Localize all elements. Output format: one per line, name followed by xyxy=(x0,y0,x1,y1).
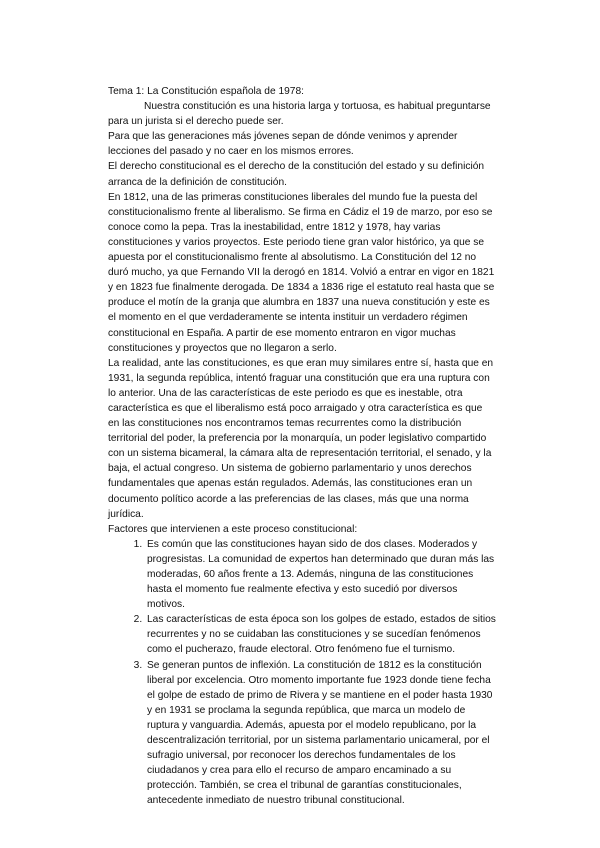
paragraph-1812: En 1812, una de las primeras constituciones liberales del mundo fue la puesta del constitucionalismo frente al liberalismo. Se firma en Cádiz el 19 de marzo, por eso se conoce como la pepa. Tras la inestabilidad, entre 1812 y 1978, hay varias constituciones y varios proyectos. Este periodo tiene gran valor histórico, ya que se apuesta por el constitucionalismo frente al absolutismo. La Constitución del 12 no duró mucho, ya que Fernando VII la derogó en 1814. Volvió a entrar en vigor en 1821 y en 1823 fue finalmente derogada. De 1834 a 1836 rige el estatuto real hasta que se produce el motín de la granja que alumbra en 1837 una nueva constitución y este es el momento en el que verdaderamente se intenta instituir un verdadero régimen constitucional en España. A partir de ese momento entraron en vigor muchas constituciones y proyectos que no llegaron a serlo. xyxy=(108,191,495,354)
document-title: Tema 1: La Constitución española de 1978: xyxy=(108,86,304,97)
factors-list xyxy=(108,537,496,809)
paragraph-reality: La realidad, ante las constituciones, es que eran muy similares entre sí, hasta que en 1931, la segunda república, intentó fraguar una constitución que era una ruptura con lo anterior. Una de las características de este periodo es que es inestable, otra característica es que el liberalismo está poco arraigado y otra característica es que en las constituciones nos encontramos temas recurrentes como la distribución territorial del poder, la preferencia por la monarquía, un poder legislativo compartido con un sistema bicameral, la cámara alta de representación territorial, el senado, y la baja, el actual congreso. Un sistema de gobierno parlamentario y unos derechos fundamentales que apenas están regulados. Además, las constituciones eran un documento político acorde a las preferencias de las clases, más que una norma jurídica. xyxy=(108,357,494,520)
paragraph-definition: El derecho constitucional es el derecho de la constitución del estado y su definición arranca de la definición de constitución. xyxy=(108,161,485,188)
list-item: 1. Es común que las constituciones hayan sido de dos clases. Moderados y progresistas. La comunidad de expertos han determinado que duran más las moderadas, 60 años frente a 13. Además, ninguna de las constituciones hasta el momento fue realmente efectiva y esto sucedió por diversos motivos. xyxy=(145,537,496,612)
list-item: 2. Las características de esta época son los golpes de estado, estados de sitios recurrentes y no se cuidaban las constituciones y se sucedían fenómenos como el pucherazo, fraude electoral. Otro fenómeno fue el turnismo. xyxy=(145,612,496,657)
paragraph-factors-heading: Factores que intervienen a este proceso constitucional: xyxy=(108,523,358,535)
paragraph-generations: Para que las generaciones más jóvenes sepan de dónde venimos y aprender lecciones del pasado y no caer en los mismos errores. xyxy=(108,131,458,158)
paragraph-intro: Nuestra constitución es una historia larga y tortuosa, es habitual preguntarse para un jurista si el derecho puede ser. xyxy=(108,101,491,128)
list-item: 3. Se generan puntos de inflexión. La constitución de 1812 es la constitución liberal por excelencia. Otro momento importante fue 1923 donde tiene fecha el golpe de estado de primo de Rivera y se mantiene en el poder hasta 1930 y en 1931 se proclama la segunda república, que marca un modelo de ruptura y vanguardia. Además, apuesta por el modelo republicano, por la descentralización territorial, por un sistema parlamentario unicameral, por el sufragio universal, por reconocer los derechos fundamentales de los ciudadanos y crea para ello el recurso de amparo encaminado a su protección. También, se crea el tribunal de garantías constitucionales, antecedente inmediato de nuestro tribunal constitucional. xyxy=(145,658,496,809)
document-body xyxy=(108,84,496,809)
